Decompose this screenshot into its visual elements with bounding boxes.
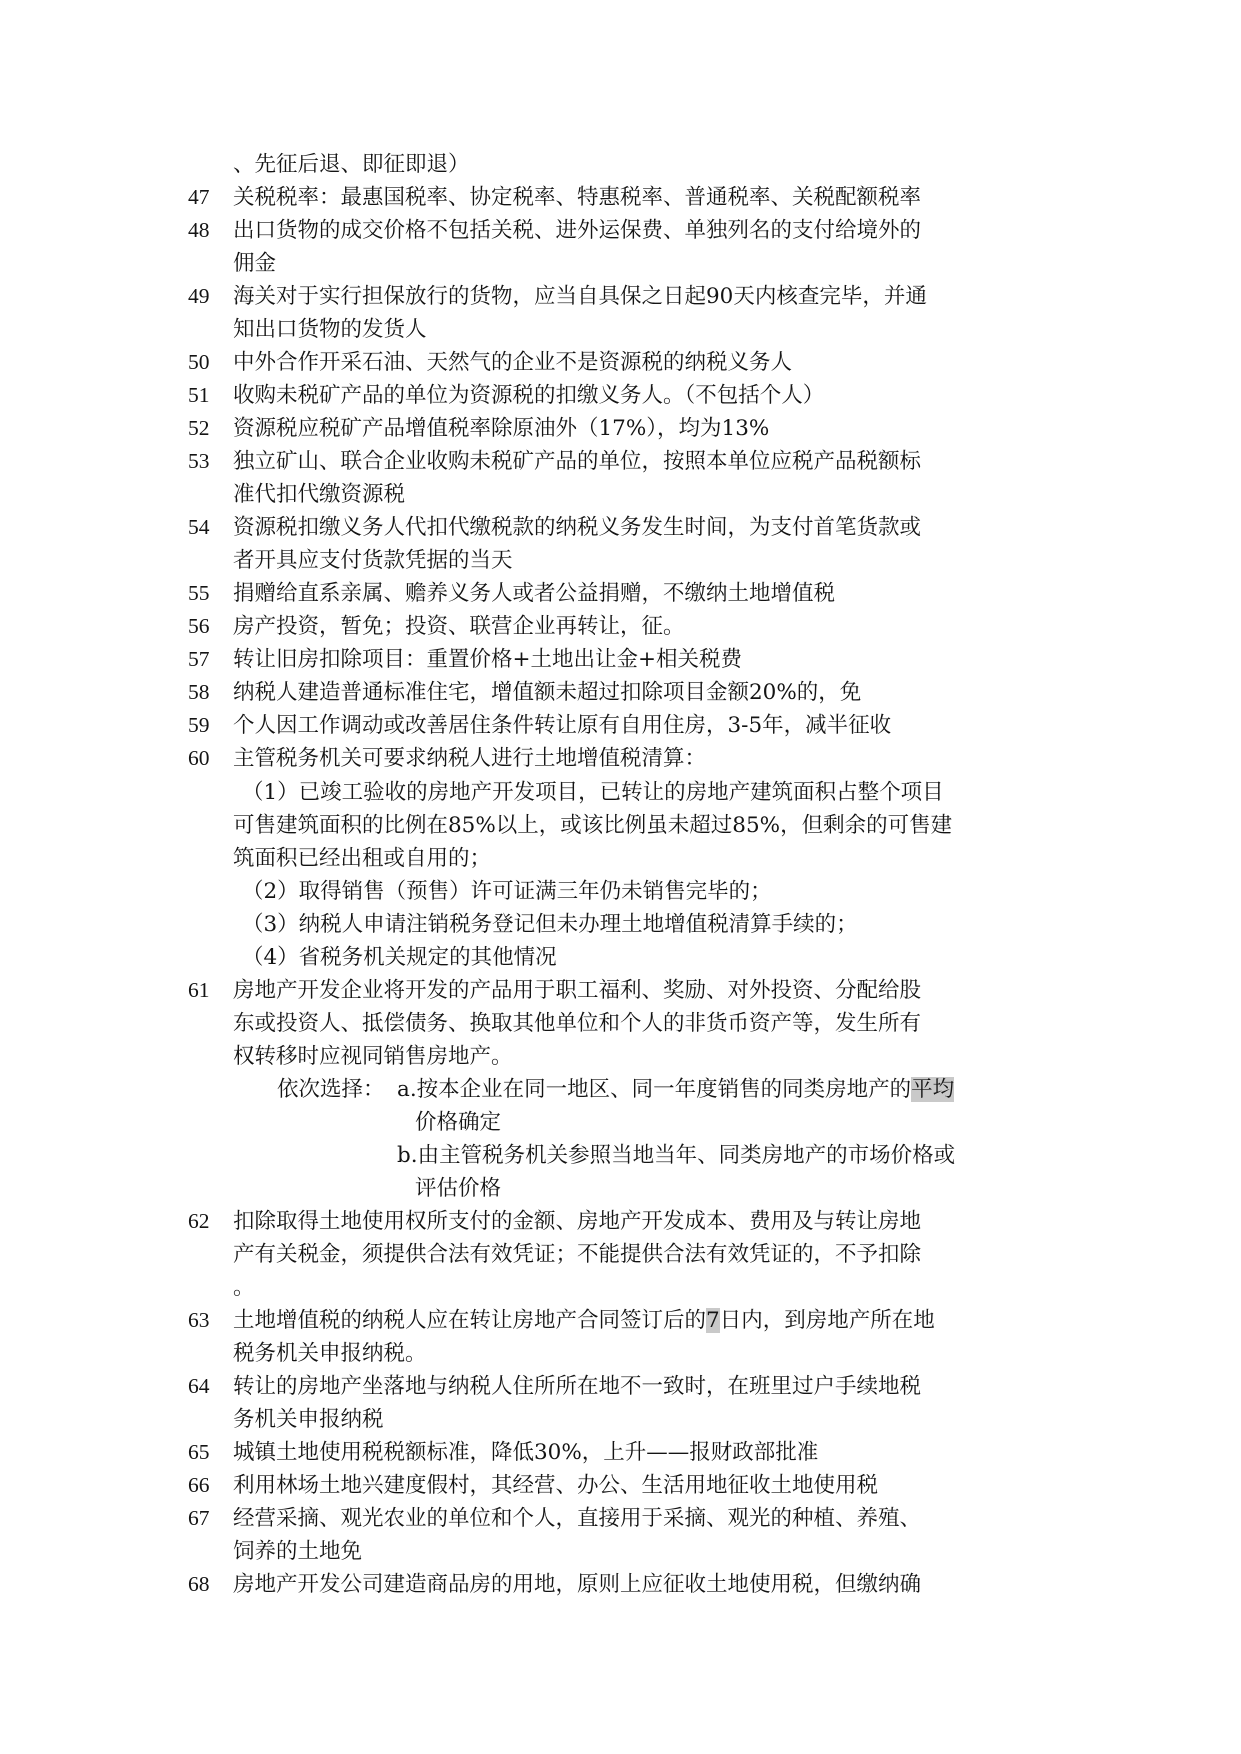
- item-text: 东或投资人、抵偿债务、换取其他单位和个人的非货币资产等，发生所有: [233, 1011, 922, 1036]
- choice-a-continuation: 价格确定: [415, 1110, 502, 1135]
- item-text: 利用林场土地兴建度假村，其经营、办公、生活用地征收土地使用税: [233, 1473, 879, 1498]
- item60-sub-text: 筑面积已经出租或自用的；: [233, 846, 492, 871]
- item-text: 。: [233, 1275, 255, 1300]
- item-text: 出口货物的成交价格不包括关税、进外运保费、单独列名的支付给境外的: [233, 218, 922, 243]
- choice-b-continuation: 评估价格: [415, 1176, 502, 1201]
- item-number: 59: [188, 713, 210, 737]
- item-text: 转让的房地产坐落地与纳税人住所所在地不一致时，在班里过户手续地税: [233, 1374, 922, 1399]
- item-number: 50: [188, 350, 210, 374]
- item-number: 57: [188, 647, 210, 671]
- item-number: 68: [188, 1572, 210, 1596]
- item-text: 产有关税金，须提供合法有效凭证；不能提供合法有效凭证的，不予扣除: [233, 1242, 922, 1267]
- item-number: 54: [188, 515, 210, 539]
- item-number: 49: [188, 284, 210, 308]
- item-number: 47: [188, 185, 210, 209]
- item-text: 权转移时应视同销售房地产。: [233, 1044, 513, 1069]
- choice-b-text: b.由主管税务机关参照当地当年、同类房地产的市场价格或: [397, 1143, 956, 1168]
- item-text: 扣除取得土地使用权所支付的金额、房地产开发成本、费用及与转让房地: [233, 1209, 922, 1234]
- item-text: 资源税扣缴义务人代扣代缴税款的纳税义务发生时间，为支付首笔货款或: [233, 515, 922, 540]
- item-number: 62: [188, 1209, 210, 1233]
- item-text: 房产投资，暂免；投资、联营企业再转让，征。: [233, 614, 685, 639]
- item-text: 佣金: [233, 251, 277, 276]
- item-number: 64: [188, 1374, 210, 1398]
- item60-sub-text: （1）已竣工验收的房地产开发项目，已转让的房地产建筑面积占整个项目: [242, 780, 944, 805]
- item-text: 饲养的土地免: [233, 1539, 363, 1564]
- item-text: 务机关申报纳税: [233, 1407, 384, 1432]
- item-number: 55: [188, 581, 210, 605]
- item-text: 主管税务机关可要求纳税人进行土地增值税清算：: [233, 746, 707, 771]
- item-text: 纳税人建造普通标准住宅，增值额未超过扣除项目金额20%的，免: [233, 680, 862, 705]
- item-text: 独立矿山、联合企业收购未税矿产品的单位，按照本单位应税产品税额标: [233, 449, 922, 474]
- item60-sub-text: （2）取得销售（预售）许可证满三年仍未销售完毕的；: [242, 879, 772, 904]
- item-number: 61: [188, 978, 210, 1002]
- item-number: 66: [188, 1473, 210, 1497]
- continuation-text: 、先征后退、即征即退）: [233, 152, 470, 177]
- item60-sub-text: 可售建筑面积的比例在85%以上，或该比例虽未超过85%，但剩余的可售建: [233, 813, 953, 838]
- item-number: 60: [188, 746, 210, 770]
- highlighted-text: 7: [706, 1308, 720, 1333]
- item-text: 中外合作开采石油、天然气的企业不是资源税的纳税义务人: [233, 350, 793, 375]
- item-number: 63: [188, 1308, 210, 1332]
- choice-a-main: a.按本企业在同一地区、同一年度销售的同类房地产的: [397, 1077, 912, 1102]
- item-number: 67: [188, 1506, 210, 1530]
- highlighted-text: 平均: [911, 1077, 955, 1102]
- item-text: 者开具应支付货款凭据的当天: [233, 548, 513, 573]
- item-text: 海关对于实行担保放行的货物，应当自具保之日起90天内核查完毕，并通: [233, 284, 927, 309]
- item-text: 捐赠给直系亲属、赡养义务人或者公益捐赠，不缴纳土地增值税: [233, 581, 836, 606]
- item-text: 资源税应税矿产品增值税率除原油外（17%），均为13%: [233, 416, 770, 441]
- item-text: 准代扣代缴资源税: [233, 482, 406, 507]
- item-number: 56: [188, 614, 210, 638]
- item-text: 转让旧房扣除项目：重置价格+土地出让金+相关税费: [233, 647, 743, 672]
- item-number: 65: [188, 1440, 210, 1464]
- item63-pre: 土地增值税的纳税人应在转让房地产合同签订后的: [233, 1308, 707, 1333]
- item-text: 个人因工作调动或改善居住条件转让原有自用住房，3-5年，减半征收: [233, 713, 892, 738]
- item-number: 52: [188, 416, 210, 440]
- item-text: 关税税率：最惠国税率、协定税率、特惠税率、普通税率、关税配额税率: [233, 185, 922, 210]
- item-number: 51: [188, 383, 210, 407]
- item-text: 房地产开发公司建造商品房的用地，原则上应征收土地使用税，但缴纳确: [233, 1572, 922, 1597]
- item-text: 城镇土地使用税税额标准，降低30%，上升——报财政部批准: [233, 1440, 819, 1465]
- item-text: 税务机关申报纳税。: [233, 1341, 427, 1366]
- item-number: 48: [188, 218, 210, 242]
- choice-a-text: [397, 1073, 954, 1106]
- item-text: [233, 1304, 935, 1337]
- item-text: 收购未税矿产品的单位为资源税的扣缴义务人。（不包括个人）: [233, 383, 825, 408]
- item-text: 房地产开发企业将开发的产品用于职工福利、奖励、对外投资、分配给股: [233, 978, 922, 1003]
- choice-label: 依次选择：: [277, 1077, 385, 1102]
- item60-sub-text: （3）纳税人申请注销税务登记但未办理土地增值税清算手续的；: [242, 912, 858, 937]
- item-text: 知出口货物的发货人: [233, 317, 427, 342]
- item63-post: 日内，到房地产所在地: [719, 1308, 935, 1333]
- item-number: 58: [188, 680, 210, 704]
- item-number: 53: [188, 449, 210, 473]
- item-text: 经营采摘、观光农业的单位和个人，直接用于采摘、观光的种植、养殖、: [233, 1506, 922, 1531]
- item60-sub-text: （4）省税务机关规定的其他情况: [242, 945, 557, 970]
